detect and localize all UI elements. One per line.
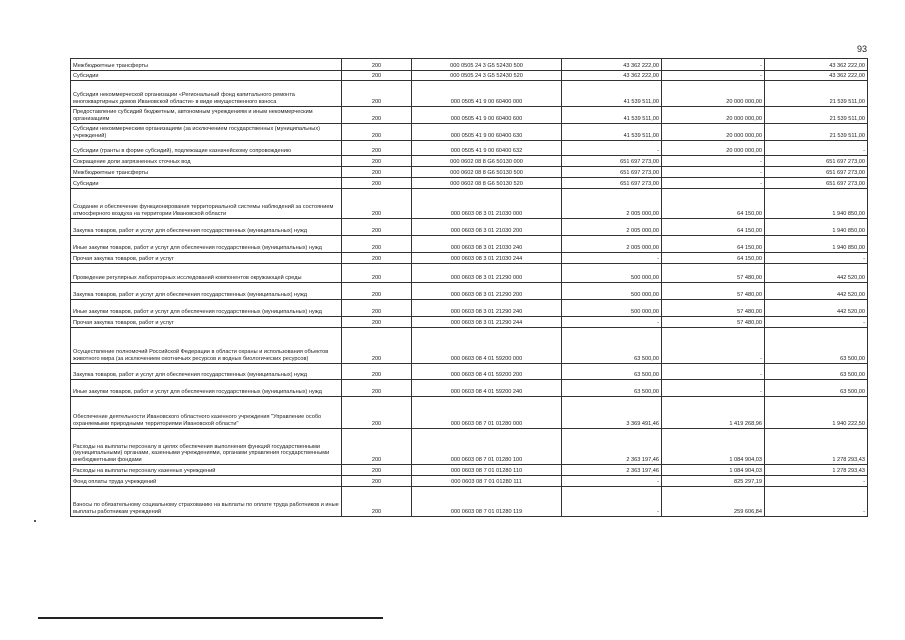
table-row [71, 189, 868, 219]
row-group-cell: 200 [342, 465, 412, 476]
row-remainder-cell: 43 362 222,00 [765, 71, 868, 81]
row-code-cell: 000 0603 08 3 01 21030 000 [412, 189, 562, 219]
row-remainder-cell: 1 940 850,00 [765, 219, 868, 236]
row-remainder-cell: - [765, 487, 868, 517]
table-row [71, 219, 868, 236]
table-row [71, 156, 868, 167]
row-group-cell: 200 [342, 178, 412, 189]
row-approved-cell: 651 697 273,00 [562, 167, 662, 178]
row-group-cell: 200 [342, 156, 412, 167]
row-code-cell: 000 0505 41 9 00 60400 630 [412, 124, 562, 141]
table-row [71, 264, 868, 283]
row-approved-cell: - [562, 253, 662, 264]
row-group-cell: 200 [342, 253, 412, 264]
row-executed-cell: 1 084 904,03 [662, 429, 765, 465]
table-row [71, 328, 868, 364]
row-name-cell: Межбюджетные трансферты [71, 59, 342, 71]
row-name-cell: Сокращение доли загрязненных сточных вод [71, 156, 342, 167]
row-approved-cell: - [562, 141, 662, 156]
row-name-cell: Предоставление субсидий бюджетным, автономным учреждениям и иным некоммерческим организациям [71, 107, 342, 124]
row-name-cell: Иные закупки товаров, работ и услуг для обеспечения государственных (муниципальных) нужд [71, 380, 342, 397]
row-name-cell: Осуществление полномочий Российской Федерации в области охраны и использования объектов животного мира (за исключением охотничьих ресурсов и водных биологических ресурсов) [71, 328, 342, 364]
row-executed-cell: 825 297,19 [662, 476, 765, 487]
table-row [71, 317, 868, 328]
row-code-cell: 000 0603 08 4 01 59200 200 [412, 364, 562, 380]
row-approved-cell: 2 005 000,00 [562, 236, 662, 253]
table-row [71, 364, 868, 380]
table-row [71, 465, 868, 476]
row-executed-cell: 20 000 000,00 [662, 81, 765, 107]
row-code-cell: 000 0505 41 9 00 60400 000 [412, 81, 562, 107]
row-name-cell: Иные закупки товаров, работ и услуг для обеспечения государственных (муниципальных) нужд [71, 236, 342, 253]
row-group-cell: 200 [342, 328, 412, 364]
row-code-cell: 000 0603 08 3 01 21030 240 [412, 236, 562, 253]
row-code-cell: 000 0603 08 7 01 01280 110 [412, 465, 562, 476]
row-remainder-cell: 43 362 222,00 [765, 59, 868, 71]
budget-table-body [71, 59, 868, 517]
row-approved-cell: - [562, 487, 662, 517]
row-code-cell: 000 0602 08 8 G6 50130 000 [412, 156, 562, 167]
row-code-cell: 000 0602 08 8 G6 50130 520 [412, 178, 562, 189]
row-approved-cell: 3 369 491,46 [562, 397, 662, 429]
row-executed-cell: 57 480,00 [662, 283, 765, 300]
row-code-cell: 000 0603 08 7 01 01280 119 [412, 487, 562, 517]
row-remainder-cell: - [765, 476, 868, 487]
table-row [71, 397, 868, 429]
row-executed-cell: - [662, 380, 765, 397]
row-executed-cell: - [662, 167, 765, 178]
row-group-cell: 200 [342, 364, 412, 380]
row-code-cell: 000 0603 08 7 01 01280 100 [412, 429, 562, 465]
row-executed-cell: 20 000 000,00 [662, 141, 765, 156]
table-row [71, 178, 868, 189]
table-row [71, 71, 868, 81]
row-group-cell: 200 [342, 236, 412, 253]
row-name-cell: Расходы на выплаты персоналу казенных учреждений [71, 465, 342, 476]
row-code-cell: 000 0603 08 7 01 01280 111 [412, 476, 562, 487]
row-remainder-cell: - [765, 141, 868, 156]
row-group-cell: 200 [342, 71, 412, 81]
row-name-cell: Межбюджетные трансферты [71, 167, 342, 178]
table-row [71, 81, 868, 107]
row-name-cell: Взносы по обязательному социальному страхованию на выплаты по оплате труда работников и иные выплаты работникам учреждений [71, 487, 342, 517]
table-row [71, 253, 868, 264]
row-approved-cell: 63 500,00 [562, 380, 662, 397]
row-remainder-cell: - [765, 253, 868, 264]
row-approved-cell: 2 005 000,00 [562, 219, 662, 236]
row-name-cell: Субсидии (гранты в форме субсидий), подлежащие казначейскому сопровождению [71, 141, 342, 156]
row-group-cell: 200 [342, 380, 412, 397]
row-name-cell: Обеспечение деятельности Ивановского областного казенного учреждения "Управление особо охраняемыми природными территориями Ивановской области" [71, 397, 342, 429]
row-group-cell: 200 [342, 317, 412, 328]
row-remainder-cell: 651 697 273,00 [765, 167, 868, 178]
row-executed-cell: - [662, 71, 765, 81]
row-executed-cell: - [662, 328, 765, 364]
row-code-cell: 000 0505 41 9 00 60400 600 [412, 107, 562, 124]
row-approved-cell: 2 363 197,46 [562, 465, 662, 476]
table-row [71, 141, 868, 156]
row-remainder-cell: 1 278 293,43 [765, 429, 868, 465]
row-code-cell: 000 0603 08 4 01 59200 240 [412, 380, 562, 397]
row-group-cell: 200 [342, 107, 412, 124]
table-row [71, 300, 868, 317]
row-group-cell: 200 [342, 487, 412, 517]
row-approved-cell: 2 005 000,00 [562, 189, 662, 219]
row-code-cell: 000 0603 08 3 01 21290 200 [412, 283, 562, 300]
row-remainder-cell: - [765, 317, 868, 328]
row-executed-cell: 20 000 000,00 [662, 107, 765, 124]
row-group-cell: 200 [342, 283, 412, 300]
row-executed-cell: 64 150,00 [662, 236, 765, 253]
row-remainder-cell: 1 940 850,00 [765, 236, 868, 253]
row-executed-cell: 1 084 904,03 [662, 465, 765, 476]
row-remainder-cell: 1 940 222,50 [765, 397, 868, 429]
row-approved-cell: 500 000,00 [562, 264, 662, 283]
row-group-cell: 200 [342, 59, 412, 71]
row-code-cell: 000 0603 08 3 01 21290 240 [412, 300, 562, 317]
row-executed-cell: 57 480,00 [662, 264, 765, 283]
row-group-cell: 200 [342, 300, 412, 317]
row-approved-cell: 651 697 273,00 [562, 178, 662, 189]
row-approved-cell: 43 362 222,00 [562, 71, 662, 81]
row-remainder-cell: 442 520,00 [765, 300, 868, 317]
row-name-cell: Субсидия некоммерческой организации «Региональный фонд капитального ремонта многоквартирных домов Ивановской области» в виде имущественного взноса [71, 81, 342, 107]
row-remainder-cell: 63 500,00 [765, 328, 868, 364]
row-approved-cell: 500 000,00 [562, 283, 662, 300]
row-remainder-cell: 63 500,00 [765, 364, 868, 380]
row-name-cell: Создание и обеспечение функционирования территориальной системы наблюдений за состоянием атмосферного воздуха на территории Ивановской области [71, 189, 342, 219]
row-name-cell: Закупка товаров, работ и услуг для обеспечения государственных (муниципальных) нужд [71, 283, 342, 300]
row-remainder-cell: 442 520,00 [765, 283, 868, 300]
row-name-cell: Проведение регулярных лабораторных исследований компонентов окружающей среды [71, 264, 342, 283]
table-row [71, 124, 868, 141]
row-executed-cell: 259 606,84 [662, 487, 765, 517]
row-remainder-cell: 651 697 273,00 [765, 156, 868, 167]
row-approved-cell: 63 500,00 [562, 364, 662, 380]
row-name-cell: Субсидии некоммерческим организациям (за исключением государственных (муниципальных) учреждений) [71, 124, 342, 141]
table-row [71, 283, 868, 300]
row-code-cell: 000 0603 08 3 01 21290 000 [412, 264, 562, 283]
footer-rule [38, 617, 383, 619]
row-group-cell: 200 [342, 264, 412, 283]
row-name-cell: Закупка товаров, работ и услуг для обеспечения государственных (муниципальных) нужд [71, 364, 342, 380]
row-approved-cell: 43 362 222,00 [562, 59, 662, 71]
row-code-cell: 000 0603 08 3 01 21030 200 [412, 219, 562, 236]
row-approved-cell: - [562, 476, 662, 487]
row-code-cell: 000 0505 24 3 G5 52430 500 [412, 59, 562, 71]
row-remainder-cell: 21 539 511,00 [765, 81, 868, 107]
row-code-cell: 000 0603 08 3 01 21290 244 [412, 317, 562, 328]
row-code-cell: 000 0603 08 4 01 59200 000 [412, 328, 562, 364]
row-approved-cell: 500 000,00 [562, 300, 662, 317]
row-approved-cell: - [562, 317, 662, 328]
row-group-cell: 200 [342, 397, 412, 429]
row-executed-cell: - [662, 364, 765, 380]
row-group-cell: 200 [342, 189, 412, 219]
row-executed-cell: - [662, 178, 765, 189]
scan-speck [34, 520, 36, 522]
row-approved-cell: 41 539 511,00 [562, 124, 662, 141]
row-group-cell: 200 [342, 476, 412, 487]
row-group-cell: 200 [342, 81, 412, 107]
row-group-cell: 200 [342, 124, 412, 141]
budget-table [70, 58, 868, 517]
row-name-cell: Субсидии [71, 178, 342, 189]
row-code-cell: 000 0505 24 3 G5 52430 520 [412, 71, 562, 81]
row-name-cell: Прочая закупка товаров, работ и услуг [71, 317, 342, 328]
row-code-cell: 000 0603 08 7 01 01280 000 [412, 397, 562, 429]
row-remainder-cell: 21 539 511,00 [765, 124, 868, 141]
row-code-cell: 000 0505 41 9 00 60400 632 [412, 141, 562, 156]
row-name-cell: Прочая закупка товаров, работ и услуг [71, 253, 342, 264]
row-group-cell: 200 [342, 429, 412, 465]
row-executed-cell: 64 150,00 [662, 189, 765, 219]
row-executed-cell: - [662, 156, 765, 167]
row-approved-cell: 2 363 197,46 [562, 429, 662, 465]
row-executed-cell: 57 480,00 [662, 317, 765, 328]
row-approved-cell: 41 539 511,00 [562, 81, 662, 107]
row-executed-cell: 64 150,00 [662, 219, 765, 236]
row-name-cell: Субсидии [71, 71, 342, 81]
row-approved-cell: 41 539 511,00 [562, 107, 662, 124]
row-remainder-cell: 1 278 293,43 [765, 465, 868, 476]
row-approved-cell: 651 697 273,00 [562, 156, 662, 167]
row-code-cell: 000 0603 08 3 01 21030 244 [412, 253, 562, 264]
row-executed-cell: 1 419 268,96 [662, 397, 765, 429]
table-row [71, 107, 868, 124]
row-remainder-cell: 442 520,00 [765, 264, 868, 283]
row-name-cell: Иные закупки товаров, работ и услуг для обеспечения государственных (муниципальных) нужд [71, 300, 342, 317]
table-row [71, 236, 868, 253]
table-row [71, 476, 868, 487]
row-code-cell: 000 0602 08 8 G6 50130 500 [412, 167, 562, 178]
row-executed-cell: 20 000 000,00 [662, 124, 765, 141]
table-row [71, 167, 868, 178]
row-remainder-cell: 651 697 273,00 [765, 178, 868, 189]
table-row [71, 380, 868, 397]
row-name-cell: Закупка товаров, работ и услуг для обеспечения государственных (муниципальных) нужд [71, 219, 342, 236]
table-row [71, 487, 868, 517]
row-remainder-cell: 1 940 850,00 [765, 189, 868, 219]
row-group-cell: 200 [342, 141, 412, 156]
row-name-cell: Фонд оплаты труда учреждений [71, 476, 342, 487]
row-executed-cell: 64 150,00 [662, 253, 765, 264]
row-remainder-cell: 21 539 511,00 [765, 107, 868, 124]
row-approved-cell: 63 500,00 [562, 328, 662, 364]
page-number: 93 [857, 44, 868, 54]
table-row [71, 59, 868, 71]
row-executed-cell: - [662, 59, 765, 71]
table-row [71, 429, 868, 465]
row-group-cell: 200 [342, 219, 412, 236]
row-remainder-cell: 63 500,00 [765, 380, 868, 397]
row-executed-cell: 57 480,00 [662, 300, 765, 317]
row-name-cell: Расходы на выплаты персоналу в целях обеспечения выполнения функций государственными (муниципальными) органами, казенными учреждениями, органами управления государственными внебюджетными фондами [71, 429, 342, 465]
row-group-cell: 200 [342, 167, 412, 178]
